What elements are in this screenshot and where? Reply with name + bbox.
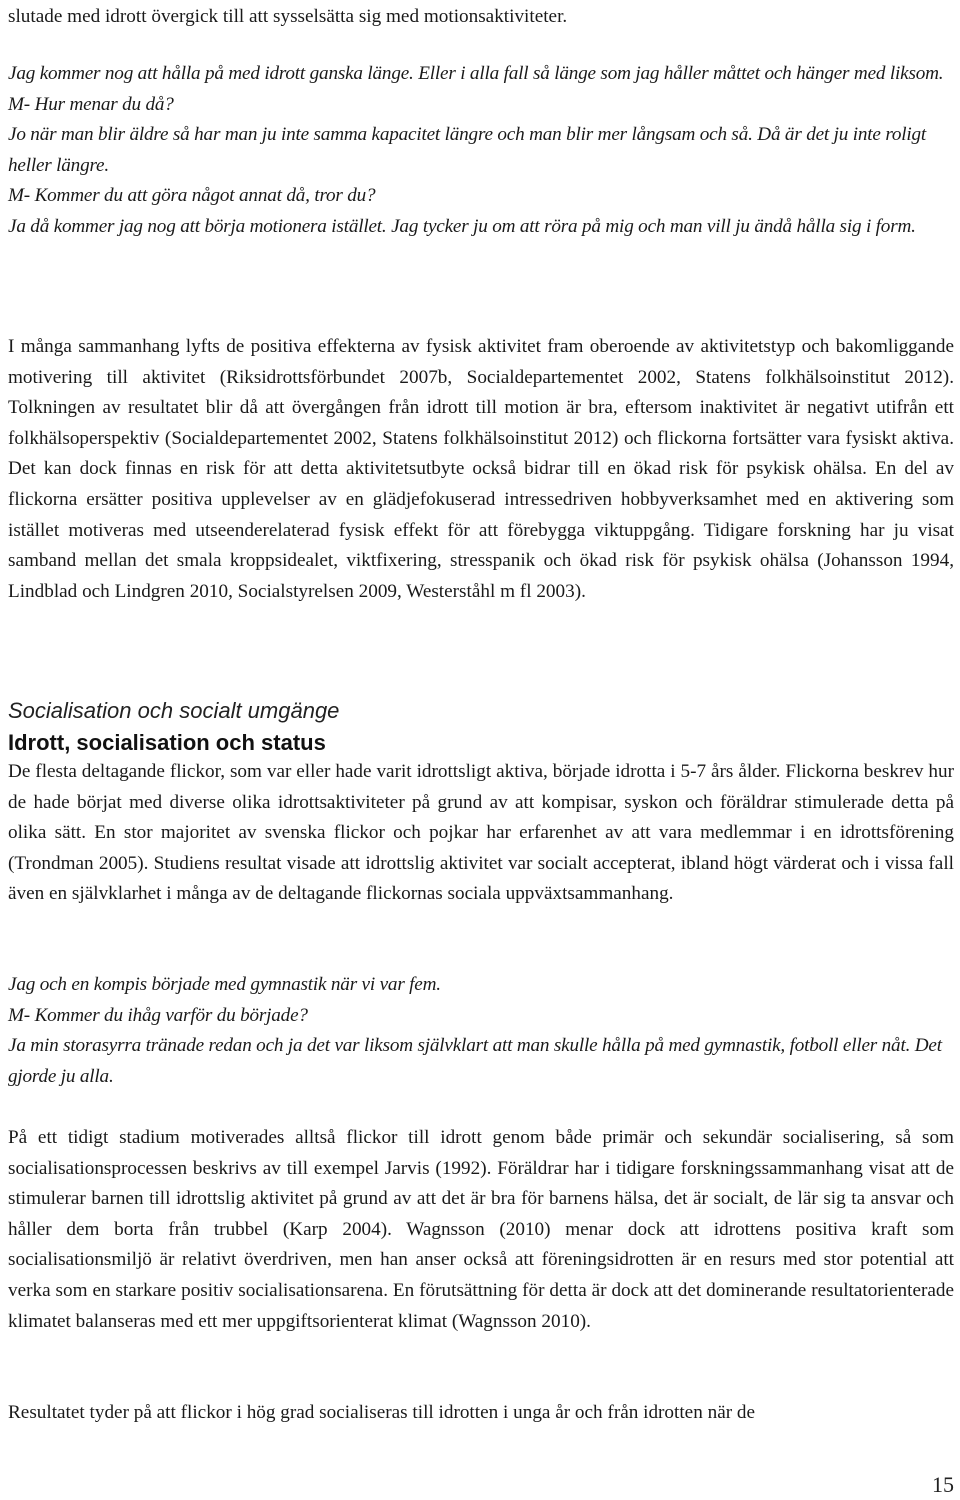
continued-text: slutade med idrott övergick till att sysselsätta sig med motionsaktiviteter. bbox=[8, 6, 568, 27]
interview-quote-2 bbox=[8, 970, 954, 1092]
quote-line: Jo när man blir äldre så har man ju inte samma kapacitet längre och man blir mer långsam och så. Då är det ju inte roligt heller längre. bbox=[8, 124, 927, 176]
quote-line: M- Kommer du att göra något annat då, tror du? bbox=[8, 185, 376, 207]
subsection-heading: Idrott, socialisation och status bbox=[8, 730, 326, 755]
quote-line: M- Hur menar du då? bbox=[8, 93, 174, 115]
quote-line: Ja min storasyrra tränade redan och ja det var liksom självklart att man skulle hålla på med gymnastik, fotboll eller nåt. Det gjorde ju alla. bbox=[8, 1035, 942, 1087]
interview-quote-1 bbox=[8, 59, 954, 243]
quote-line: Ja då kommer jag nog att börja motionera istället. Jag tycker ju om att röra på mig och man vill ju ändå hålla sig i form. bbox=[8, 215, 916, 237]
section-heading: Socialisation och socialt umgänge bbox=[8, 698, 340, 723]
body-paragraph: På ett tidigt stadium motiverades alltså flickor till idrott genom både primär och sekundär socialisering, så som socialisationsprocessen beskrivs av till exempel Jarvis (1992). Föräldrar har i tidigare forskningssammanhang visat att de stimulerar barnen till idrottslig aktivitet på grund av att det är bra för barnens hälsa, det är socialt, de lär sig ta ansvar och håller dem borta från trubbel (Karp 2004). Wagnsson (2010) menar dock att idrottens positiva kraft som socialisationsmiljö är relativt överdriven, men han anser också att föreningsidrotten är en resurs med stor potential att verka som en starkare positiv socialisationsarena. En förutsättning för detta är dock att det dominerande resultatorienterade klimatet balanseras med ett mer uppgiftsorienterat klimat (Wagnsson 2010). bbox=[8, 1127, 954, 1332]
page-number: 15 bbox=[932, 1472, 954, 1497]
quote-line: Jag kommer nog att hålla på med idrott ganska länge. Eller i alla fall så länge som jag håller måttet och hänger med liksom. bbox=[8, 63, 944, 84]
body-paragraph: Resultatet tyder på att flickor i hög grad socialiseras till idrotten i unga år och från idrotten när de bbox=[8, 1402, 756, 1423]
quote-line: Jag och en kompis började med gymnastik när vi var fem. bbox=[8, 974, 441, 995]
body-paragraph: I många sammanhang lyfts de positiva effekterna av fysisk aktivitet fram oberoende av aktivitetstyp och bakomliggande motivering till aktivitet (Riksidrottsförbundet 2007b, Socialdepartementet 2002, Statens folkhälsoinstitut 2012). Tolkningen av resultatet blir då att övergången från idrott till motion är bra, eftersom inaktivitet är negativt utifrån ett folkhälsoperspektiv (Socialdepartementet 2002, Statens folkhälsoinstitut 2012) och flickorna fortsätter vara fysiskt aktiva. Det kan dock finnas en risk för att detta aktivitetsutbyte också bidrar till en ökad risk för psykisk ohälsa. En del av flickorna ersätter positiva upplevelser av en glädjefokuserad intressedriven hobbyverksamhet med en aktivering som istället motiveras med utseenderelaterad fysisk effekt för att förebygga viktuppgång. Tidigare forskning har ju visat samband mellan det smala kroppsidealet, viktfixering, stresspanik och ökad risk för psykisk ohälsa (Johansson 1994, Lindblad och Lindgren 2010, Socialstyrelsen 2009, Westerståhl m fl 2003). bbox=[8, 336, 954, 602]
body-paragraph: De flesta deltagande flickor, som var eller hade varit idrottsligt aktiva, började idrotta i 5-7 års ålder. Flickorna beskrev hur de hade börjat med diverse olika idrottsaktiviteter på grund av att kompisar, syskon och föräldrar stimulerade detta på olika sätt. En stor majoritet av svenska flickor och pojkar har erfarenhet av att vara medlemmar i en idrottsförening (Trondman 2005). Studiens resultat visade att idrottslig aktivitet var socialt accepterat, ibland högt värderat och i vissa fall även en självklarhet i många av de deltagande flickornas sociala uppväxtsammanhang. bbox=[8, 761, 954, 905]
quote-line: M- Kommer du ihåg varför du började? bbox=[8, 1004, 308, 1026]
